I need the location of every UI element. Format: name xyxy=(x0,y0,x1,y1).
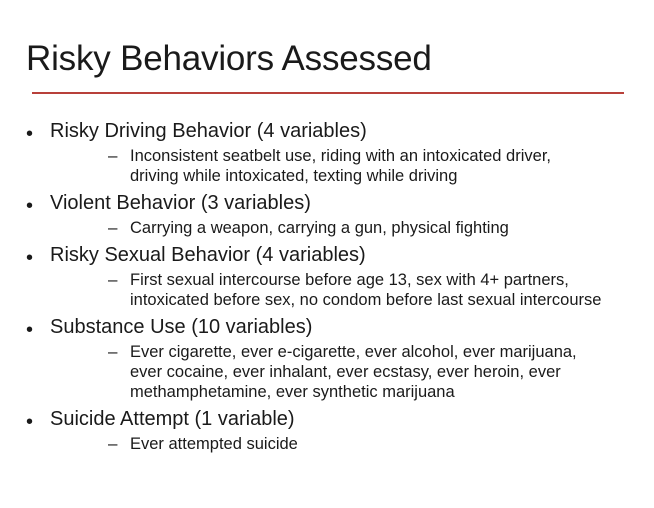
sub-bullet-line: methamphetamine, ever synthetic marijuana xyxy=(130,383,455,401)
sub-bullet-marker: – xyxy=(108,434,118,453)
sub-bullet-line: ever cocaine, ever inhalant, ever ecstasy, ever heroin, ever xyxy=(130,363,561,381)
bullet-label: Suicide Attempt (1 variable) xyxy=(50,408,295,430)
sub-bullet-marker: – xyxy=(108,146,118,165)
sub-bullet-line: Carrying a weapon, carrying a gun, physical fighting xyxy=(130,219,509,237)
sub-bullet-marker: – xyxy=(108,218,118,237)
bullet-item-violent xyxy=(0,190,654,238)
sub-bullet-line: Ever cigarette, ever e-cigarette, ever alcohol, ever marijuana, xyxy=(130,343,577,361)
sub-bullet-marker: – xyxy=(108,270,118,289)
bullet-label: Risky Driving Behavior (4 variables) xyxy=(50,120,367,142)
bullet-marker: • xyxy=(26,195,34,217)
bullet-item-suicide-attempt xyxy=(0,406,654,454)
sub-bullet xyxy=(50,270,654,310)
sub-bullet-line: Inconsistent seatbelt use, riding with an intoxicated driver, xyxy=(130,147,551,165)
sub-bullet-line: Ever attempted suicide xyxy=(130,435,298,453)
bullet-marker: • xyxy=(26,411,34,433)
sub-bullet xyxy=(50,434,654,454)
sub-bullet-line: First sexual intercourse before age 13, sex with 4+ partners, xyxy=(130,271,569,289)
bullet-label: Substance Use (10 variables) xyxy=(50,316,313,338)
sub-bullet-line: intoxicated before sex, no condom before last sexual intercourse xyxy=(130,291,602,309)
sub-bullet xyxy=(50,218,654,238)
bullet-item-substance-use xyxy=(0,314,654,402)
bullet-marker: • xyxy=(26,319,34,341)
bullet-marker: • xyxy=(26,123,34,145)
slide-title: Risky Behaviors Assessed xyxy=(26,39,432,78)
sub-bullet xyxy=(50,342,654,402)
bullet-marker: • xyxy=(26,247,34,269)
bullet-item-risky-sexual xyxy=(0,242,654,310)
sub-bullet xyxy=(50,146,654,186)
sub-bullet-marker: – xyxy=(108,342,118,361)
bullet-item-risky-driving xyxy=(0,118,654,186)
bullet-label: Violent Behavior (3 variables) xyxy=(50,192,311,214)
sub-bullet-line: driving while intoxicated, texting while driving xyxy=(130,167,458,185)
bullet-list xyxy=(0,118,654,458)
title-underline xyxy=(32,92,624,94)
bullet-label: Risky Sexual Behavior (4 variables) xyxy=(50,244,366,266)
